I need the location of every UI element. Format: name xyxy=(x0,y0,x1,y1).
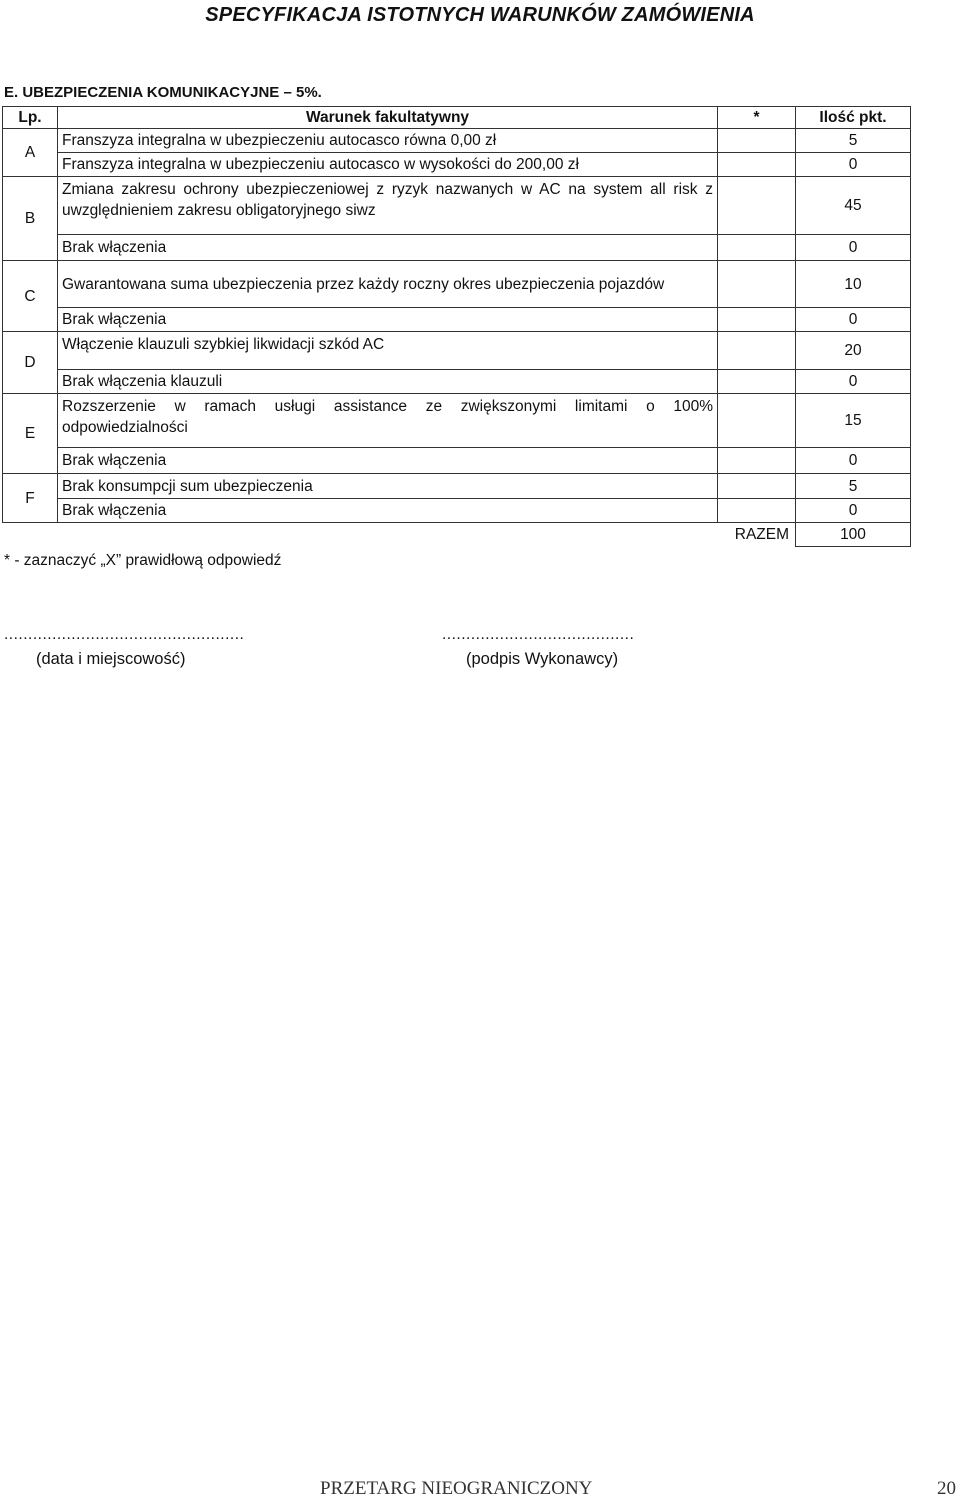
footer-tender-type: PRZETARG NIEOGRANICZONY xyxy=(320,1478,593,1499)
total-value: 100 xyxy=(796,523,911,547)
mark-cell[interactable] xyxy=(718,332,796,370)
header-lp: Lp. xyxy=(3,107,58,129)
mark-cell[interactable] xyxy=(718,394,796,448)
mark-cell[interactable] xyxy=(718,474,796,499)
mark-cell[interactable] xyxy=(718,448,796,474)
date-place-dots: .................................................. xyxy=(4,626,245,643)
row-points: 0 xyxy=(796,499,911,523)
mark-cell[interactable] xyxy=(718,261,796,308)
mark-cell[interactable] xyxy=(718,177,796,235)
table-row xyxy=(3,474,911,499)
section-title: E. UBEZPIECZENIA KOMUNIKACYJNE – 5%. xyxy=(4,84,322,101)
footnote: * - zaznaczyć „X” prawidłową odpowiedź xyxy=(4,552,282,569)
criteria-table xyxy=(2,106,911,547)
row-points: 5 xyxy=(796,129,911,153)
header-mark: * xyxy=(718,107,796,129)
header-points: Ilość pkt. xyxy=(796,107,911,129)
row-points: 0 xyxy=(796,153,911,177)
total-label: RAZEM xyxy=(734,526,789,544)
row-points: 5 xyxy=(796,474,911,499)
row-points: 15 xyxy=(796,394,911,448)
row-lp-d: D xyxy=(3,332,58,394)
table-row xyxy=(3,235,911,261)
mark-cell[interactable] xyxy=(718,370,796,394)
table-header-row xyxy=(3,107,911,129)
row-condition: Brak konsumpcji sum ubezpieczenia xyxy=(58,474,718,499)
row-points: 0 xyxy=(796,235,911,261)
row-lp-f: F xyxy=(3,474,58,523)
row-lp-e: E xyxy=(3,394,58,474)
mark-cell[interactable] xyxy=(718,235,796,261)
row-condition: Gwarantowana suma ubezpieczenia przez każdy roczny okres ubezpieczenia pojazdów xyxy=(58,261,718,308)
page-number: 20 xyxy=(937,1478,956,1499)
row-condition: Rozszerzenie w ramach usługi assistance ze zwiększonymi limitami o 100% odpowiedzialności xyxy=(58,394,718,448)
total-row xyxy=(3,523,911,547)
row-condition: Brak włączenia xyxy=(58,499,718,523)
table-row xyxy=(3,261,911,308)
row-points: 10 xyxy=(796,261,911,308)
row-condition: Brak włączenia xyxy=(58,448,718,474)
row-points: 45 xyxy=(796,177,911,235)
table-row xyxy=(3,332,911,370)
table-row xyxy=(3,448,911,474)
mark-cell[interactable] xyxy=(718,153,796,177)
row-condition: Zmiana zakresu ochrony ubezpieczeniowej z ryzyk nazwanych w AC na system all risk z uwzględnieniem zakresu obligatoryjnego siwz xyxy=(58,177,718,235)
row-condition: Brak włączenia xyxy=(58,235,718,261)
document-header-title: SPECYFIKACJA ISTOTNYCH WARUNKÓW ZAMÓWIENIA xyxy=(205,4,755,26)
row-points: 0 xyxy=(796,448,911,474)
table-row xyxy=(3,499,911,523)
row-condition: Włączenie klauzuli szybkiej likwidacji szkód AC xyxy=(58,332,718,370)
row-condition: Franszyza integralna w ubezpieczeniu autocasco równa 0,00 zł xyxy=(58,129,718,153)
row-condition: Franszyza integralna w ubezpieczeniu autocasco w wysokości do 200,00 zł xyxy=(58,153,718,177)
mark-cell[interactable] xyxy=(718,308,796,332)
table-row xyxy=(3,177,911,235)
row-condition: Brak włączenia klauzuli xyxy=(58,370,718,394)
row-points: 0 xyxy=(796,370,911,394)
row-points: 0 xyxy=(796,308,911,332)
mark-cell[interactable] xyxy=(718,129,796,153)
table-row xyxy=(3,129,911,153)
table-row xyxy=(3,394,911,448)
table-row xyxy=(3,153,911,177)
row-lp-c: C xyxy=(3,261,58,332)
signature-dots: ........................................ xyxy=(442,626,635,643)
row-lp-b: B xyxy=(3,177,58,261)
row-lp-a: A xyxy=(3,129,58,177)
table-row xyxy=(3,370,911,394)
signature-label: (podpis Wykonawcy) xyxy=(466,650,619,668)
mark-cell[interactable] xyxy=(718,499,796,523)
header-condition: Warunek fakultatywny xyxy=(58,107,718,129)
row-points: 20 xyxy=(796,332,911,370)
date-place-label: (data i miejscowość) xyxy=(36,650,186,668)
table-row xyxy=(3,308,911,332)
row-condition: Brak włączenia xyxy=(58,308,718,332)
